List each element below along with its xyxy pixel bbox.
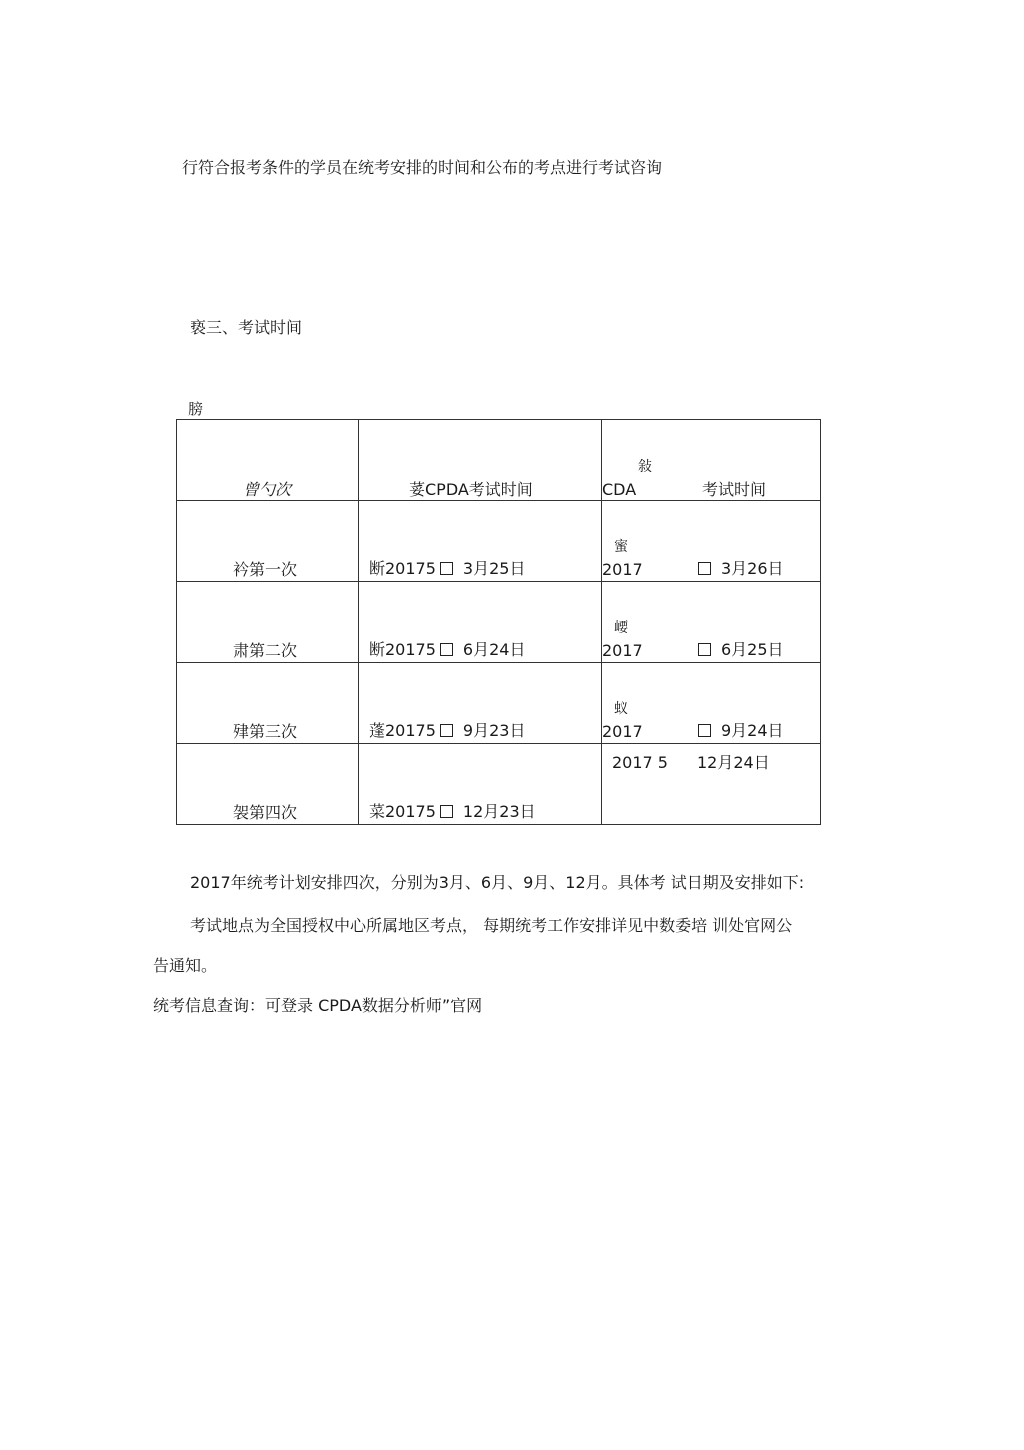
cpda-date: 断20175 3月25日	[369, 559, 526, 578]
table-row	[177, 744, 821, 825]
cda-top-glyph: 蚁	[614, 701, 628, 717]
cda-date: 6月25日	[694, 640, 784, 660]
section-heading: 亵三、考试时间	[190, 318, 303, 337]
cda-year-top: 2017 5	[612, 753, 668, 772]
missing-glyph-box	[440, 805, 453, 818]
cpda-date: 断20175 6月24日	[369, 640, 526, 659]
table-caption: 膀	[188, 400, 204, 418]
paragraph-info-query: 统考信息查询：可登录 CPDA数据分析师”官网	[153, 996, 483, 1015]
cpda-date: 菜20175 12月23日	[369, 802, 536, 821]
header-cda-top: 敍	[638, 459, 652, 475]
header-cell-cpda	[359, 420, 602, 501]
session-label: 袈第四次	[233, 803, 298, 822]
cda-year: 2017	[602, 722, 643, 741]
table-row	[177, 501, 821, 582]
cda-year: 2017	[602, 641, 643, 660]
missing-glyph-box	[698, 724, 711, 737]
header-cda-label: CDA	[602, 480, 637, 499]
table-header-row	[177, 420, 821, 501]
table-row	[177, 582, 821, 663]
paragraph-schedule: 2017年统考计划安排四次，分别为3月、6月、9月、12月。具体考 试日期及安排如下:	[190, 873, 805, 892]
cda-top-glyph: 蜜	[614, 539, 628, 555]
exam-schedule-table	[176, 419, 821, 825]
cda-year: 2017	[602, 560, 643, 579]
session-label: 肂第三次	[233, 722, 298, 741]
missing-glyph-box	[698, 562, 711, 575]
cda-date: 9月24日	[694, 721, 784, 741]
paragraph-location-line2: 告通知。	[153, 956, 218, 975]
missing-glyph-box	[440, 724, 453, 737]
missing-glyph-box	[440, 643, 453, 656]
missing-glyph-box	[440, 562, 453, 575]
session-label: 衿第一次	[233, 560, 298, 579]
cda-date: 3月26日	[694, 559, 784, 579]
header-session: 曾勺次	[243, 480, 292, 499]
header-cell-cda	[602, 420, 821, 501]
header-cda-time: 考试时间	[702, 480, 767, 499]
header-cpda-time: 荽CPDA考试时间	[409, 480, 533, 499]
cda-top-glyph: 崾	[614, 620, 628, 636]
cpda-date: 蓬20175 9月23日	[369, 721, 526, 740]
cda-date: 12月24日	[697, 753, 770, 772]
paragraph-location-line1: 考试地点为全国授权中心所属地区考点， 每期统考工作安排详见中数委培 训处官网公	[190, 916, 793, 935]
intro-line: 行符合报考条件的学员在统考安排的时间和公布的考点进行考试咨询	[182, 158, 663, 177]
header-cell-session	[177, 420, 359, 501]
table-row	[177, 663, 821, 744]
session-label: 肃第二次	[233, 641, 298, 660]
missing-glyph-box	[698, 643, 711, 656]
